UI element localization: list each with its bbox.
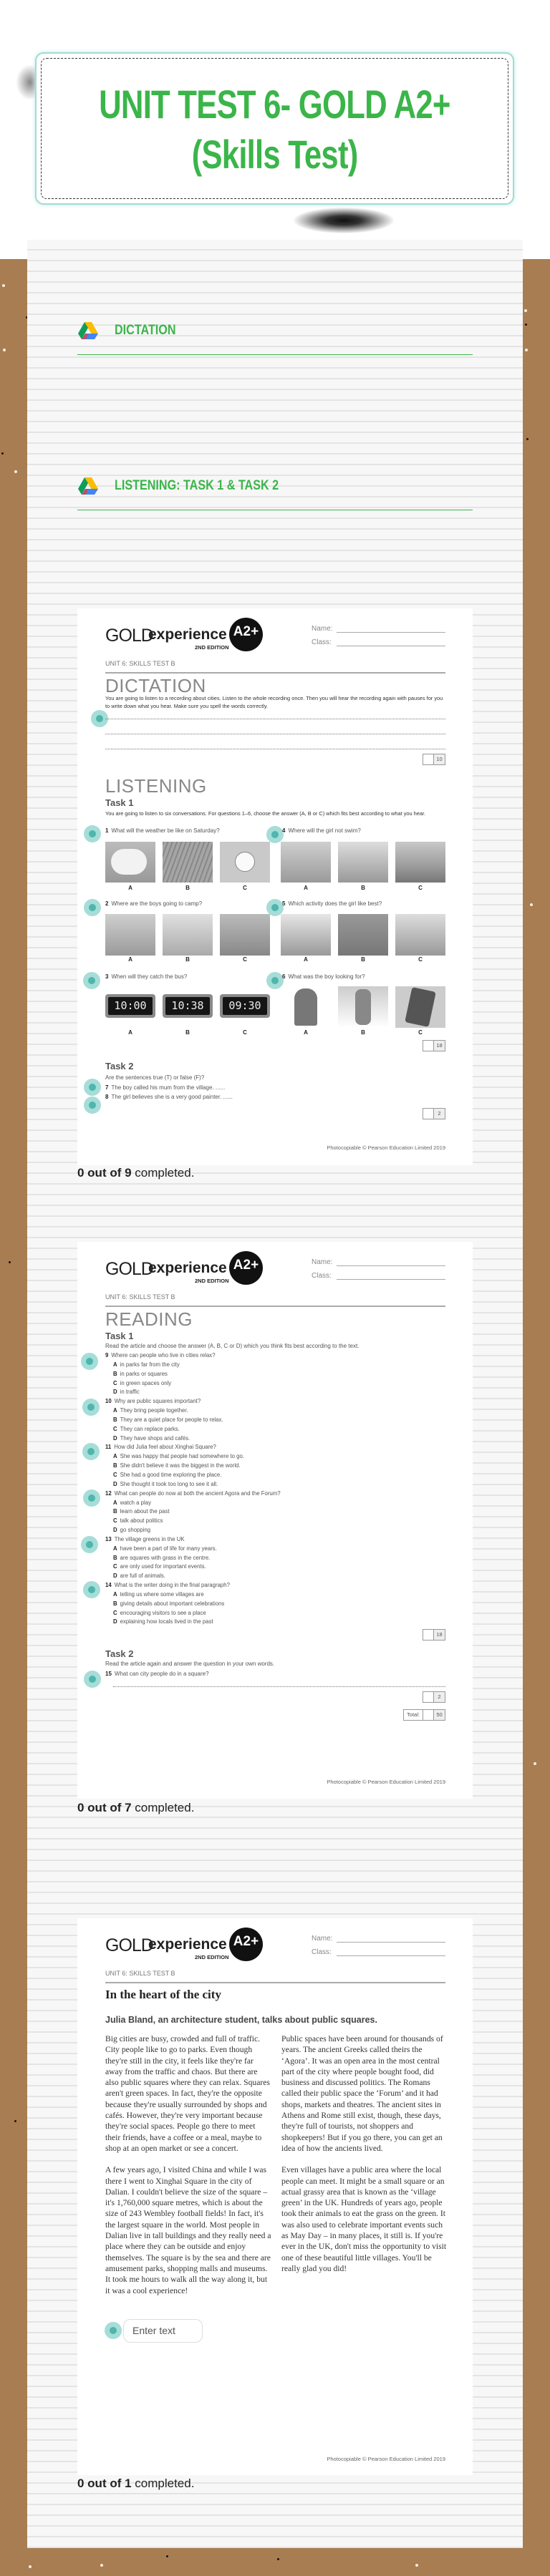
jacket-image [281,986,331,1028]
completion-suffix: completed. [131,1166,195,1180]
answer-option [105,1416,281,1425]
task-1-title: Task 1 [105,1331,134,1341]
class-label: Class: [312,1948,332,1956]
beach-image [338,842,388,883]
option-label: A [304,1029,308,1036]
answer-marker[interactable] [266,826,284,843]
question-text: Which activity does the girl like best? [288,900,382,907]
option-text: are full of animals. [120,1573,165,1580]
name-line [337,1942,445,1943]
option-text: are only used for important events. [120,1563,206,1570]
question-number: 10 [105,1398,112,1405]
answer-marker[interactable] [84,899,101,916]
question-1 [105,827,220,834]
question-text: What can people do now at both the ancient Agora and the Forum? [114,1489,281,1497]
answer-text-input[interactable]: Enter text [123,2319,203,2343]
answer-option [105,1452,281,1462]
answer-option [105,1517,281,1526]
title-line-1 [37,81,513,127]
option-label: C [243,885,247,891]
statement-number: 8 [105,1094,109,1100]
answer-option [105,1480,281,1489]
completion-status [77,1801,194,1815]
statement-text: The boy called his mum from the village. ...... [111,1084,226,1091]
gardening-image [395,914,445,956]
answer-option [105,1425,281,1434]
clock-image [105,994,155,1018]
question-number: 12 [105,1489,112,1497]
level-badge: A2+ [229,618,263,651]
completion-count: 0 out of 7 [77,1801,132,1814]
question-text: What can city people do in a square? [114,1671,209,1677]
pin-shadow [294,208,394,233]
option-label: C [243,1029,247,1036]
answer-option [105,1499,281,1508]
task-2-instructions: Are the sentences true (T) or false (F)? [105,1074,205,1081]
answer-option [105,1554,281,1563]
option-label: B [361,1029,365,1036]
divider [105,672,445,674]
option-label: C [418,885,423,891]
name-line [337,1265,445,1266]
name-label: Name: [312,625,333,633]
option-letter: D [113,1389,117,1396]
option-letter: A [113,1453,117,1460]
score-box [423,754,445,765]
section-title: LISTENING: TASK 1 & TASK 2 [115,478,279,493]
option-text: She didn't believe it was the biggest in the world. [120,1462,241,1469]
answer-marker[interactable] [83,1489,100,1507]
question-number: 13 [105,1535,112,1542]
completion-count: 0 out of 9 [77,1166,132,1180]
option-letter: B [113,1600,117,1607]
completion-count: 0 out of 1 [77,2477,132,2490]
question-number: 15 [105,1671,112,1677]
completion-status [77,2477,194,2491]
question-13 [105,1535,281,1545]
option-letter: B [113,1554,117,1561]
copyright-footer: Photocopiable © Pearson Education Limited 2019 [327,1779,445,1785]
answer-option [105,1379,281,1389]
brand-gold: GOLD [105,1935,153,1955]
article-paragraph: Big cities are busy, crowded and full of traffic. City people like to go to parks. Even though they're still in the city, it feels like they're far away from the traffic and chaos. But there are also public squares where they can relax. Squares aren't green spaces. In fact, they're the opposite because they're usually surrounded by shops and cafés. However, they're very important because they're social spaces. People go there to meet their friends, have a coffee or a meal, maybe to shop at an open market or see a concert. [105,2034,270,2153]
option-text: They can replace parks. [120,1425,180,1432]
answer-option [105,1361,281,1370]
article-column-2 [281,2033,448,2285]
article-paragraph: A few years ago, I visited China and while I was there I went to Xinghai Square in the city of Dalian. I couldn't believe the size of the square – it's 1,760,000 square metres, which is about the size of 243 Wembley football fields! In fact, it's the largest square in the world. Most people in Dalian live in tall buildings and they really need a place where they can be outside and enjoy themselves. The square is by the sea and there are amusement parks, shopping malls and museums. It took me hours to walk all the way along it, but it was a cool experience! [105,2165,271,2295]
answer-option [105,1545,281,1554]
option-letter: D [113,1573,117,1580]
answer-option [105,1600,281,1609]
brand-gold: GOLD [105,1259,153,1279]
answer-marker[interactable] [83,972,100,989]
unit-label: UNIT 6: SKILLS TEST B [105,1293,175,1301]
option-text: in green spaces only [120,1379,172,1386]
completion-suffix: completed. [131,2477,195,2490]
option-text: giving details about important celebrations [120,1600,225,1607]
swimming-pool-image [395,842,445,883]
rainy-weather-image [163,842,213,883]
option-text: They are a quiet place for people to relax. [120,1416,223,1423]
reading-heading: READING [105,1308,193,1330]
question-9 [105,1351,281,1361]
option-letter: B [113,1370,117,1377]
clock-time: 10:00 [108,997,153,1015]
question-4 [282,827,361,834]
clock-time: 09:30 [223,997,267,1015]
article-paragraph: Even villages have a public area where the local people can meet. It might be a small square or an actual grassy area that is known as the ‘village green’ in the UK. Hundreds of years ago, people took their animals to eat the grass on the green. It was also used to celebrate important events such as May Day – in many places, it still is. If you're ever in the UK, don't miss the opportunity to visit one of these beautiful little villages. You'll be really glad you did! [281,2165,447,2273]
option-text: have been a part of life for many years. [120,1545,217,1552]
tent-forest-image [105,914,155,956]
option-label: B [361,885,365,891]
question-text: What was the boy looking for? [288,973,365,980]
option-text: encouraging visitors to see a place [120,1609,206,1616]
question-text: Why are public squares important? [114,1398,201,1405]
answer-option [105,1471,281,1480]
option-text: learn about the past [120,1508,170,1515]
tent-field-image [220,914,270,956]
question-text: Where can people who live in cities relax? [111,1352,216,1359]
dashed-border [41,58,508,199]
brand-edition: 2ND EDITION [195,1954,229,1960]
score-max: 18 [434,1630,445,1640]
option-letter: B [113,1416,117,1423]
option-text: watch a play [120,1499,151,1506]
option-letter: D [113,1527,117,1534]
option-letter: C [113,1425,117,1432]
article-subtitle: Julia Bland, an architecture student, talks about public squares. [105,2015,377,2025]
option-label: A [128,956,132,963]
answer-marker[interactable] [82,1443,100,1460]
question-number: 1 [105,827,109,834]
title-text-2: (Skills Test) [191,132,358,177]
class-label: Class: [312,638,332,646]
question-14 [105,1581,281,1590]
option-text: talk about politics [120,1517,163,1525]
statement-text: The girl believes she is a very good painter. ...... [111,1094,233,1100]
option-text: explaining how locals lived in the past [120,1618,213,1625]
copyright-footer: Photocopiable © Pearson Education Limited 2019 [327,1144,445,1151]
brand-edition: 2ND EDITION [195,1278,229,1284]
statement-8 [105,1094,233,1100]
score-box [423,1108,445,1119]
answer-option [105,1406,281,1416]
title-banner [35,52,514,205]
option-letter: A [113,1361,117,1368]
option-letter: A [113,1499,117,1506]
name-label: Name: [312,1935,333,1943]
statement-7 [105,1084,225,1091]
brand-experience: experience [148,1260,227,1276]
level-badge: A2+ [229,1928,263,1961]
score-box [423,1040,445,1051]
option-label: C [418,956,423,963]
answer-option [105,1507,281,1517]
answer-option [105,1462,281,1471]
class-line [337,1955,445,1956]
option-label: C [243,956,247,963]
score-max: 10 [434,754,445,764]
answer-option [105,1434,281,1444]
option-letter: C [113,1471,117,1478]
question-11 [105,1443,281,1452]
tablet-image [395,986,445,1028]
option-label: A [304,885,308,891]
question-number: 4 [282,827,286,834]
option-label: C [418,1029,423,1036]
option-label: A [128,885,132,891]
task-2-title: Task 2 [105,1061,134,1071]
divider [77,354,473,355]
clock-time: 10:38 [165,997,210,1015]
task-2-title: Task 2 [105,1648,134,1659]
option-text: in parks far from the city [120,1361,180,1368]
answer-option [105,1609,281,1618]
question-5 [282,900,382,907]
name-label: Name: [312,1258,333,1266]
dictation-heading: DICTATION [105,675,206,696]
divider [105,1982,445,1983]
option-label: A [304,956,308,963]
question-number: 5 [282,900,286,907]
option-label: B [185,1029,190,1036]
google-drive-icon[interactable] [77,321,99,340]
cloudy-weather-image [105,842,155,883]
option-letter: D [113,1480,117,1487]
option-label: B [185,956,190,963]
question-text: What will the weather be like on Saturday? [111,827,220,834]
sunny-weather-image [220,842,270,883]
google-drive-icon[interactable] [77,477,99,495]
answer-marker[interactable] [81,1536,98,1553]
option-text: go shopping [120,1527,151,1534]
total-max: 50 [434,1710,445,1720]
question-number: 2 [105,900,109,907]
answer-marker[interactable] [105,2322,122,2339]
answer-option [105,1370,281,1379]
option-letter: B [113,1508,117,1515]
option-text: telling us where some villages are [120,1590,204,1598]
question-3 [105,973,187,980]
score-box [423,1691,445,1703]
listening-heading: LISTENING [105,775,207,797]
class-label: Class: [312,1272,332,1280]
clock-image [163,994,213,1018]
question-number: 9 [105,1352,109,1359]
cycling-image [338,914,388,956]
option-text: They have shops and cafés. [120,1434,190,1442]
dictation-instructions: You are going to listen to a recording about cities. Listen to the whole recording once. Then you will hear the recording again with pauses for you to write down what you hear. Make sure you spell the words correctly. [105,695,443,709]
option-letter: D [113,1618,117,1625]
total-label: Total: [403,1709,423,1721]
section-title: DICTATION [115,323,176,338]
answer-marker[interactable] [81,1353,98,1370]
answer-marker[interactable] [83,1581,100,1598]
question-text: Where will the girl not swim? [288,827,361,834]
class-line [337,1279,445,1280]
option-letter: A [113,1407,117,1414]
article-paragraph: Public spaces have been around for thousands of years. The ancient Greeks called theirs the ‘Agora’. It was an open area in the most central part of the city where people bought food, did business and discussed politics. The Romans called their public space the ‘Forum’ and it had shops, markets and theatres. The ancient sites in Athens and Rome still exist, though, these days, they're full of tourists, not shoppers and shopkeepers! But if you go there, you can get an idea of how the ancients lived. [281,2034,443,2153]
option-letter: D [113,1434,117,1442]
unit-label: UNIT 6: SKILLS TEST B [105,660,175,667]
option-label: B [361,956,365,963]
question-text: When will they catch the bus? [111,973,188,980]
level-badge: A2+ [229,1251,263,1285]
question-text: Where are the boys going to camp? [111,900,203,907]
option-letter: A [113,1590,117,1598]
option-text: are squares with grass in the centre. [120,1554,211,1561]
water-bottle-image [338,986,388,1028]
option-letter: A [113,1545,117,1552]
score-max: 2 [434,1109,445,1119]
question-number: 3 [105,973,109,980]
answer-marker[interactable] [84,1671,101,1688]
question-number: 6 [282,973,286,980]
painting-image [281,914,331,956]
unit-label: UNIT 6: SKILLS TEST B [105,1970,175,1977]
divider [105,1306,445,1307]
question-number: 14 [105,1582,112,1589]
answer-option [105,1618,281,1627]
task-1-title: Task 1 [105,797,134,808]
worksheet-article [77,1918,473,2475]
option-label: B [185,885,190,891]
brand-gold: GOLD [105,626,153,646]
question-12 [105,1489,281,1499]
option-letter: C [113,1379,117,1386]
option-letter: C [113,1609,117,1616]
article-column-1 [105,2033,271,2307]
option-letter: B [113,1462,117,1469]
answer-marker[interactable] [82,1399,100,1416]
question-text: What is the writer doing in the final paragraph? [114,1582,230,1589]
lake-image [281,842,331,883]
option-text: in traffic [120,1389,140,1396]
total-score-box [423,1709,445,1721]
article-title: In the heart of the city [105,1988,221,2001]
option-text: She was happy that people had somewhere to go. [120,1453,245,1460]
answer-marker[interactable] [84,825,101,842]
option-text: in parks or squares [120,1370,168,1377]
completion-suffix: completed. [131,1801,195,1814]
answer-marker[interactable] [84,1097,101,1114]
title-line-2 [37,131,513,178]
score-box [423,1629,445,1641]
answer-option [105,1590,281,1600]
question-2 [105,900,202,907]
brand-edition: 2ND EDITION [195,644,229,651]
answer-option [105,1526,281,1535]
question-text: How did Julia feel about Xinghai Square? [114,1444,216,1451]
option-letter: C [113,1517,117,1525]
task-1-instructions: You are going to listen to six conversations. For questions 1–6, choose the answer (A, B or C) which fits best according to what you hear. [105,810,426,817]
score-max: 18 [434,1041,445,1051]
title-text-1: UNIT TEST 6- GOLD A2+ [99,82,450,127]
option-label: A [128,1029,132,1036]
statement-number: 7 [105,1084,109,1091]
task-2-instructions: Read the article again and answer the question in your own words. [105,1661,275,1667]
answer-option [105,1388,281,1397]
answer-line [113,1686,445,1687]
copyright-footer: Photocopiable © Pearson Education Limited 2019 [327,2456,445,2462]
brand-experience: experience [148,626,227,643]
clock-image [220,994,270,1018]
question-10 [105,1397,281,1406]
brand-experience: experience [148,1936,227,1953]
option-letter: C [113,1563,117,1570]
question-text: The village greens in the UK [114,1535,185,1542]
name-line [337,632,445,633]
reading-questions [105,1351,281,1627]
question-6 [282,973,365,980]
completion-status [77,1166,194,1180]
score-max: 2 [434,1692,445,1702]
question-number: 11 [105,1444,112,1451]
answer-marker[interactable] [84,1079,101,1096]
answer-option [105,1562,281,1572]
worksheet-reading [77,1242,473,1799]
worksheet-listening [77,608,473,1165]
question-15 [105,1671,209,1677]
task-1-instructions: Read the article and choose the answer (A, B, C or D) which you think fits best according to the text. [105,1343,360,1349]
option-text: She thought it took too long to see it all. [120,1480,218,1487]
option-text: She had a good time exploring the place. [120,1471,222,1478]
option-text: They bring people together. [120,1407,188,1414]
answer-option [105,1572,281,1581]
tent-garden-image [163,914,213,956]
